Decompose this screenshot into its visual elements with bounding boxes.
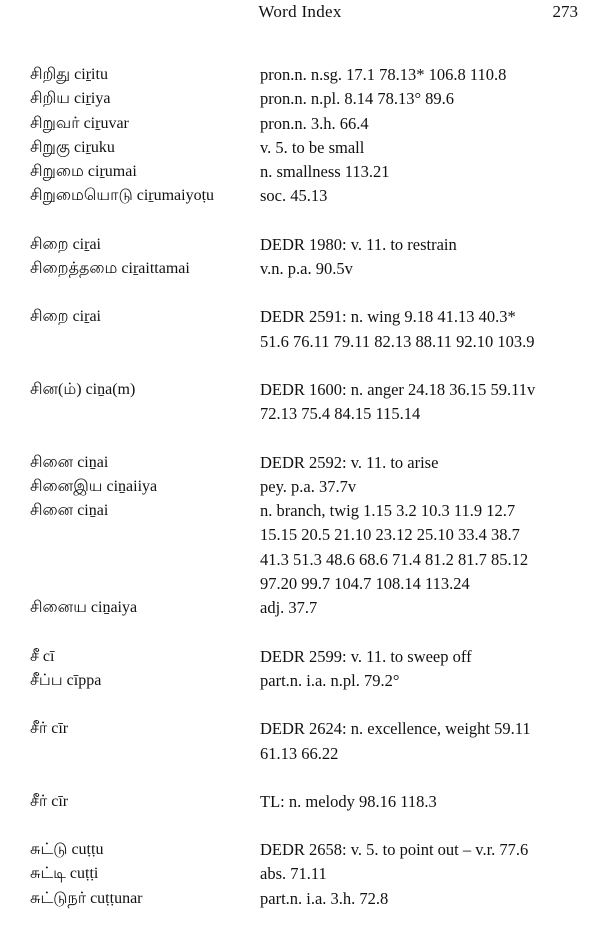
headword: சிறுகு ciṟuku [30, 138, 115, 156]
running-header [0, 2, 600, 26]
index-entry [0, 717, 600, 766]
headword: சிறை ciṟai [30, 308, 101, 326]
definition: DEDR 1600: n. anger 24.18 36.15 59.11v 72.13 75.4 84.15 115.14 [260, 379, 536, 424]
entry-group [0, 305, 600, 354]
index-entry [0, 475, 600, 499]
index-entry [0, 451, 600, 475]
entry-group [0, 717, 600, 766]
headword: சிறை ciṟai [30, 235, 101, 253]
index-entry [0, 669, 600, 693]
definition: DEDR 2591: n. wing 9.18 41.13 40.3* 51.6 76.11 79.11 82.13 88.11 92.10 103.9 [260, 307, 535, 351]
header-title: Word Index [258, 2, 342, 21]
entry-group [0, 451, 600, 621]
headword: சுட்டி cuṭṭi [30, 865, 99, 883]
definition: DEDR 2658: v. 5. to point out – v.r. 77.6 [260, 840, 529, 860]
definition: pron.n. 3.h. 66.4 [260, 113, 369, 133]
index-entry [0, 136, 600, 160]
entry-group [0, 378, 600, 427]
index-entry [0, 838, 600, 862]
definition: adj. 37.7 [260, 598, 318, 618]
definition: abs. 71.11 [260, 864, 327, 884]
headword: சிறிய ciṟiya [30, 90, 111, 108]
index-entry [0, 862, 600, 886]
index-entry [0, 233, 600, 257]
definition: DEDR 1980: v. 11. to restrain [260, 234, 457, 254]
index-entry [0, 184, 600, 208]
definition: soc. 45.13 [260, 186, 328, 206]
headword: சீர் cīr [30, 720, 69, 738]
definition: n. smallness 113.21 [260, 162, 390, 182]
entry-group [0, 790, 600, 814]
entry-group [0, 838, 600, 911]
definition: v. 5. to be small [260, 137, 365, 157]
index-entry [0, 63, 600, 87]
definition: DEDR 2624: n. excellence, weight 59.11 61.13 66.22 [260, 719, 531, 763]
index-entry [0, 305, 600, 354]
headword: சிறைத்தமை ciṟaittamai [30, 260, 190, 278]
headword: சிறுமையொடு ciṟumaiyoṭu [30, 187, 215, 205]
definition: v.n. p.a. 90.5v [260, 259, 353, 279]
index-entry [0, 160, 600, 184]
definition: DEDR 2599: v. 11. to sweep off [260, 646, 472, 666]
definition: pey. p.a. 37.7v [260, 476, 357, 496]
headword: சின(ம்) ciṉa(m) [30, 380, 136, 398]
index-entry [0, 87, 600, 111]
headword: சினைய ciṉaiya [30, 599, 138, 617]
headword: சீர் cīr [30, 792, 69, 810]
definition: n. branch, twig 1.15 3.2 10.3 11.9 12.7 15.15 20.5 21.10 23.12 25.10 33.4 38.7 41.3 51.3 48.6 68.6 71.4 81.2 81.7 85.12 97.20 99.7 104.7 108.14 113.24 [260, 501, 529, 594]
headword: சினைஇய ciṉaiiya [30, 477, 158, 495]
headword: சினை ciṉai [30, 502, 109, 520]
headword: சுட்டு cuṭṭu [30, 841, 104, 859]
headword: சிறுமை ciṟumai [30, 163, 137, 181]
headword: சிறுவர் ciṟuvar [30, 114, 129, 132]
page-number: 273 [552, 2, 578, 21]
index-entry [0, 596, 600, 620]
index-entry [0, 645, 600, 669]
definition: TL: n. melody 98.16 118.3 [260, 791, 437, 811]
index-entry [0, 499, 600, 596]
index-entry [0, 112, 600, 136]
definition: part.n. i.a. 3.h. 72.8 [260, 888, 389, 908]
entry-group [0, 233, 600, 282]
headword: சுட்டுநர் cuṭṭunar [30, 889, 143, 907]
word-index-entries [0, 63, 600, 935]
definition: pron.n. n.pl. 8.14 78.13° 89.6 [260, 89, 455, 109]
definition: part.n. i.a. n.pl. 79.2° [260, 670, 400, 690]
index-entry [0, 257, 600, 281]
index-entry [0, 378, 600, 427]
entry-group [0, 63, 600, 209]
headword: சினை ciṉai [30, 453, 109, 471]
index-entry [0, 790, 600, 814]
headword: சீ cī [30, 647, 55, 665]
index-entry [0, 887, 600, 911]
definition: pron.n. n.sg. 17.1 78.13* 106.8 110.8 [260, 65, 507, 84]
entry-group [0, 645, 600, 694]
definition: DEDR 2592: v. 11. to arise [260, 452, 439, 472]
headword: சிறிது ciṟitu [30, 66, 108, 83]
headword: சீப்ப cīppa [30, 671, 102, 689]
